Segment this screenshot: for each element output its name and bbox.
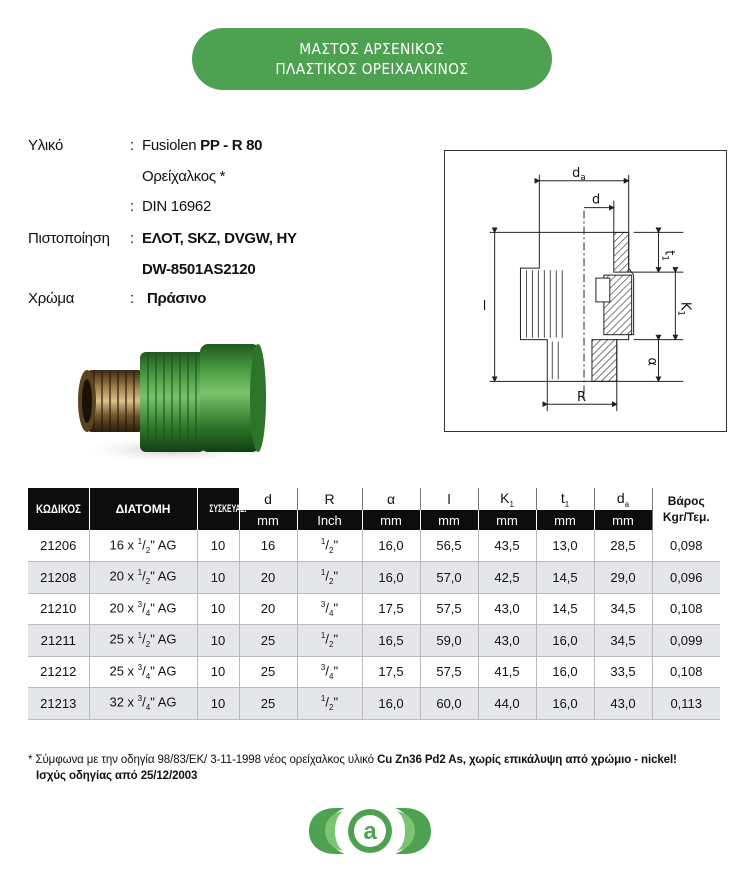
cell-code: 21212 [28,656,89,688]
logo-letter: a [363,818,377,845]
cell-t1: 16,0 [536,656,594,688]
title-banner [192,28,552,90]
dim-a-label: α [644,357,660,367]
unit-k1: mm [478,510,536,530]
cell-d: 16 [239,530,297,562]
cell-r: $^1/_2$" [297,562,362,594]
unit-l: mm [420,510,478,530]
cell-da: 33,5 [594,656,652,688]
cell-l: 56,5 [420,530,478,562]
color-value: Πράσινο [147,290,207,307]
cell-k1: 43,0 [478,593,536,625]
table-row [28,688,720,720]
cell-section: 32 x $^3/_4$" AG [89,688,197,720]
cell-k1: 42,5 [478,562,536,594]
cell-t1: 14,5 [536,562,594,594]
cell-code: 21213 [28,688,89,720]
cell-weight: 0,108 [652,593,720,625]
technical-drawing [444,150,727,432]
cell-pack: 10 [197,656,239,688]
unit-a: mm [362,510,420,530]
cert-colon: : [130,230,134,247]
cell-t1: 16,0 [536,625,594,657]
unit-r: Inch [297,510,362,530]
table-row [28,593,720,625]
cell-da: 34,5 [594,625,652,657]
col-d: d [239,488,297,510]
unit-t1: mm [536,510,594,530]
cert-code: DW-8501AS2120 [142,261,256,278]
material-brass: Ορείχαλκος * [142,168,226,185]
dimensions-table [28,488,720,720]
material-value [142,137,262,154]
cell-weight: 0,113 [652,688,720,720]
cell-weight: 0,096 [652,562,720,594]
cell-d: 20 [239,562,297,594]
col-r: R [297,488,362,510]
din-value: DIN 16962 [142,198,212,215]
cell-a: 17,5 [362,593,420,625]
cell-weight: 0,099 [652,625,720,657]
material-grade: PP - R 80 [200,137,263,154]
col-da: $d_a$ [594,488,652,510]
cell-t1: 13,0 [536,530,594,562]
din-colon: : [130,198,134,215]
cell-l: 60,0 [420,688,478,720]
table-row [28,530,720,562]
col-package: ΣΥΣΚΕΥΑΣ. [197,488,239,530]
cell-l: 57,0 [420,562,478,594]
cell-t1: 14,5 [536,593,594,625]
company-logo [305,806,435,856]
product-photo [60,322,275,467]
cert-value: ΕΛΟΤ, SKZ, DVGW, HY [142,230,297,247]
cell-code: 21210 [28,593,89,625]
col-a: α [362,488,420,510]
cell-code: 21208 [28,562,89,594]
col-code: ΚΩΔΙΚΟΣ [28,488,89,530]
cell-section: 20 x $^1/_2$" AG [89,562,197,594]
cell-weight: 0,098 [652,530,720,562]
dim-t1-label: $t_1$ [659,250,677,262]
material-brand: Fusiolen [142,137,201,154]
color-colon: : [130,290,134,307]
cell-code: 21206 [28,530,89,562]
cell-section: 20 x $^3/_4$" AG [89,593,197,625]
cell-r: $^1/_2$" [297,530,362,562]
cell-a: 16,5 [362,625,420,657]
cell-da: 34,5 [594,593,652,625]
cell-pack: 10 [197,562,239,594]
cell-section: 16 x $^1/_2$" AG [89,530,197,562]
col-k1: $K_1$ [478,488,536,510]
cell-r: $^1/_2$" [297,688,362,720]
cell-weight: 0,108 [652,656,720,688]
title-line-1: ΜΑΣΤΟΣ ΑΡΣΕΝΙΚΟΣ [299,40,445,58]
cell-a: 17,5 [362,656,420,688]
cell-pack: 10 [197,530,239,562]
cell-r: $^3/_4$" [297,593,362,625]
cell-da: 29,0 [594,562,652,594]
cell-k1: 44,0 [478,688,536,720]
cell-pack: 10 [197,625,239,657]
cell-d: 25 [239,656,297,688]
cell-code: 21211 [28,625,89,657]
cell-t1: 16,0 [536,688,594,720]
table-row [28,562,720,594]
cell-k1: 41,5 [478,656,536,688]
cell-section: 25 x $^1/_2$" AG [89,625,197,657]
material-colon: : [130,137,134,154]
material-label: Υλικό [28,137,63,154]
cell-pack: 10 [197,688,239,720]
cell-d: 25 [239,688,297,720]
cell-section: 25 x $^3/_4$" AG [89,656,197,688]
cert-label: Πιστοποίηση [28,230,110,247]
cell-r: $^3/_4$" [297,656,362,688]
cell-pack: 10 [197,593,239,625]
col-weight: Βάρος Kgr/Τεμ. [652,488,720,530]
cell-d: 25 [239,625,297,657]
cell-k1: 43,0 [478,625,536,657]
table-row [28,625,720,657]
table-row [28,656,720,688]
color-label: Χρώμα [28,290,75,307]
cell-da: 43,0 [594,688,652,720]
dim-d-label: d [591,192,601,208]
cell-k1: 43,5 [478,530,536,562]
unit-da: mm [594,510,652,530]
col-l: l [420,488,478,510]
dim-l-label: l [482,298,487,314]
unit-d: mm [239,510,297,530]
cell-r: $^1/_2$" [297,625,362,657]
dim-k1-label: $K_1$ [675,301,693,317]
cell-a: 16,0 [362,688,420,720]
cell-d: 20 [239,593,297,625]
col-t1: $t_1$ [536,488,594,510]
cell-l: 59,0 [420,625,478,657]
cell-l: 57,5 [420,593,478,625]
cell-a: 16,0 [362,562,420,594]
col-section: ΔΙΑΤΟΜΗ [89,488,197,530]
cell-da: 28,5 [594,530,652,562]
dim-r-label: R [577,390,587,406]
footnote: * Σύμφωνα με την οδηγία 98/83/ΕΚ/ 3-11-1998 νέος ορείχαλκος υλικό Cu Zn36 Pd2 As, χωρίς επικάλυψη από χρώμιο - nickel! Ισχύς οδηγίας από 25/12/2003 [28,754,677,782]
cell-l: 57,5 [420,656,478,688]
title-line-2: ΠΛΑΣΤΙΚΟΣ ΟΡΕΙΧΑΛΚΙΝΟΣ [275,60,469,78]
dim-da-label: $d_a$ [572,165,586,183]
cell-a: 16,0 [362,530,420,562]
